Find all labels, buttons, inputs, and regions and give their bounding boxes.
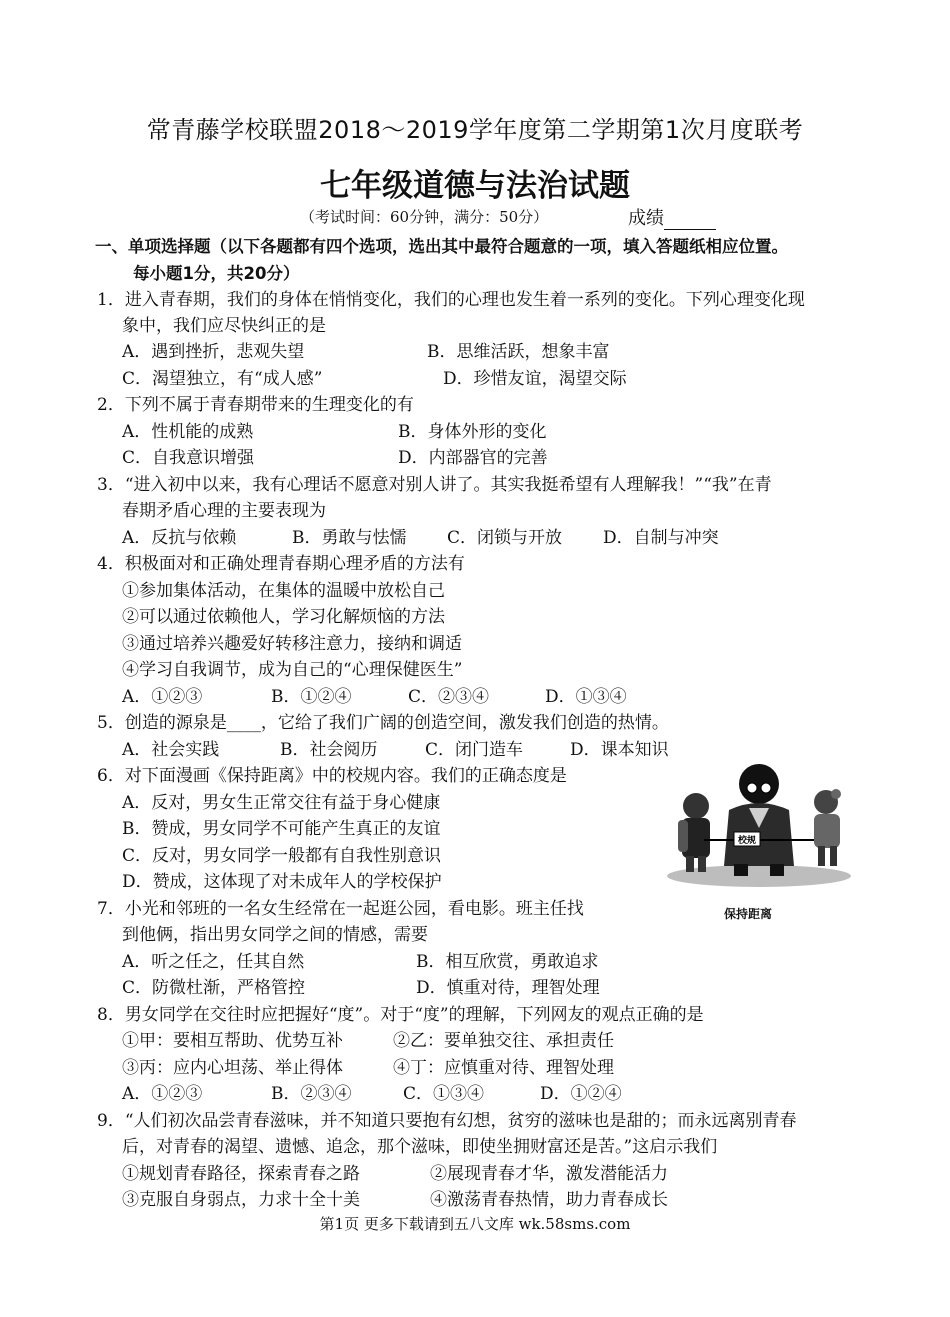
option-d: D．①②④: [540, 1084, 622, 1104]
option-d: D．内部器官的完善: [398, 448, 548, 468]
option-d: D．①③④: [545, 687, 627, 707]
question-stem-cont: 到他俩，指出男女同学之间的情感，需要: [122, 925, 428, 945]
option-a: A．性机能的成熟: [122, 422, 254, 442]
question-stem-cont: 象中，我们应尽快纠正的是: [122, 316, 326, 336]
option-d: D．课本知识: [570, 740, 669, 760]
question-stem: 7．小光和邻班的一名女生经常在一起逛公园，看电影。班主任找: [97, 899, 584, 919]
question-stem: 6．对下面漫画《保持距离》中的校规内容。我们的正确态度是: [97, 766, 567, 786]
statement-item: ①甲：要相互帮助、优势互补: [122, 1031, 343, 1051]
score-label: 成绩: [628, 208, 664, 229]
question-stem: 8．男女同学在交往时应把握好“度”。对于“度”的理解，下列网友的观点正确的是: [97, 1005, 704, 1025]
section-heading: 一、单项选择题（以下各题都有四个选项，选出其中最符合题意的一项，填入答题纸相应位置。: [95, 237, 788, 256]
option-b: B．①②④: [271, 687, 352, 707]
option-a: A．听之任之，任其自然: [122, 952, 305, 972]
question-stem: 5．创造的源泉是____，它给了我们广阔的创造空间，激发我们创造的热情。: [97, 713, 669, 733]
question-stem: 3．“进入初中以来，我有心理话不愿意对别人讲了。其实我挺希望有人理解我！”“我”在青: [97, 475, 772, 495]
statement-item: ②乙：要单独交往、承担责任: [393, 1031, 614, 1051]
cartoon-sign-text: 校规: [737, 836, 757, 846]
option-c: C．自我意识增强: [122, 448, 255, 468]
question-stem-cont: 春期矛盾心理的主要表现为: [122, 501, 326, 521]
statement-item: ②可以通过依赖他人，学习化解烦恼的方法: [122, 607, 445, 627]
exam-subtitle: 七年级道德与法治试题: [320, 168, 630, 204]
option-c: C．反对，男女同学一般都有自我性别意识: [122, 846, 442, 866]
statement-item: ①规划青春路径，探索青春之路: [122, 1164, 360, 1184]
option-a: A．反对，男女生正常交往有益于身心健康: [122, 793, 441, 813]
statement-item: ③克服自身弱点，力求十全十美: [122, 1190, 360, 1210]
score-field: [628, 204, 716, 230]
question-stem: 9．“人们初次品尝青春滋味，并不知道只要抱有幻想，贫穷的滋味也是甜的；而永远离别青春: [97, 1111, 797, 1131]
cartoon-image: [664, 758, 854, 888]
cartoon-caption: 保持距离: [724, 907, 773, 921]
option-c: C．渴望独立，有“成人感”: [122, 369, 323, 389]
option-a: A．①②③: [122, 687, 203, 707]
option-a: A．遇到挫折，悲观失望: [122, 342, 305, 362]
option-b: B．②③④: [271, 1084, 352, 1104]
option-d: D．珍惜友谊，渴望交际: [443, 369, 627, 389]
option-c: C．闭门造车: [425, 740, 524, 760]
option-b: B．社会阅历: [280, 740, 378, 760]
option-c: C．②③④: [408, 687, 490, 707]
option-c: C．闭锁与开放: [447, 528, 563, 548]
question-stem: 2．下列不属于青春期带来的生理变化的有: [97, 395, 414, 415]
option-b: B．赞成，男女同学不可能产生真正的友谊: [122, 819, 441, 839]
statement-item: ②展现青春才华，激发潜能活力: [430, 1164, 668, 1184]
statement-item: ③丙：应内心坦荡、举止得体: [122, 1058, 343, 1078]
statement-item: ④激荡青春热情，助力青春成长: [430, 1190, 668, 1210]
page-footer: 第1页 更多下载请到五八文库 wk.58sms.com: [319, 1215, 631, 1233]
statement-item: ④学习自我调节，成为自己的“心理保健医生”: [122, 660, 463, 680]
option-b: B．相互欣赏，勇敢追求: [416, 952, 599, 972]
option-c: C．①③④: [403, 1084, 485, 1104]
option-b: B．勇敢与怯懦: [292, 528, 407, 548]
statement-item: ①参加集体活动，在集体的温暖中放松自己: [122, 581, 445, 601]
statement-item: ③通过培养兴趣爱好转移注意力，接纳和调适: [122, 634, 462, 654]
option-a: A．①②③: [122, 1084, 203, 1104]
option-b: B．思维活跃，想象丰富: [427, 342, 610, 362]
option-d: D．赞成，这体现了对未成年人的学校保护: [122, 872, 442, 892]
statement-item: ④丁：应慎重对待、理智处理: [393, 1058, 614, 1078]
option-c: C．防微杜渐，严格管控: [122, 978, 306, 998]
exam-info: （考试时间：60分钟，满分：50分）: [300, 208, 549, 226]
question-stem-cont: 后，对青春的渴望、遗憾、追念，那个滋味，即使坐拥财富还是苦。”这启示我们: [122, 1137, 718, 1157]
option-b: B．身体外形的变化: [398, 422, 547, 442]
question-stem: 4．积极面对和正确处理青春期心理矛盾的方法有: [97, 554, 465, 574]
option-d: D．自制与冲突: [603, 528, 719, 548]
exam-title: 常青藤学校联盟2018～2019学年度第二学期第1次月度联考: [146, 116, 804, 144]
option-a: A．反抗与依赖: [122, 528, 237, 548]
option-a: A．社会实践: [122, 740, 220, 760]
question-stem: 1．进入青春期，我们的身体在悄悄变化，我们的心理也发生着一系列的变化。下列心理变化现: [97, 290, 805, 310]
option-d: D．慎重对待，理智处理: [416, 978, 600, 998]
section-heading-cont: 每小题1分，共20分）: [133, 264, 300, 283]
score-blank: [664, 211, 716, 230]
